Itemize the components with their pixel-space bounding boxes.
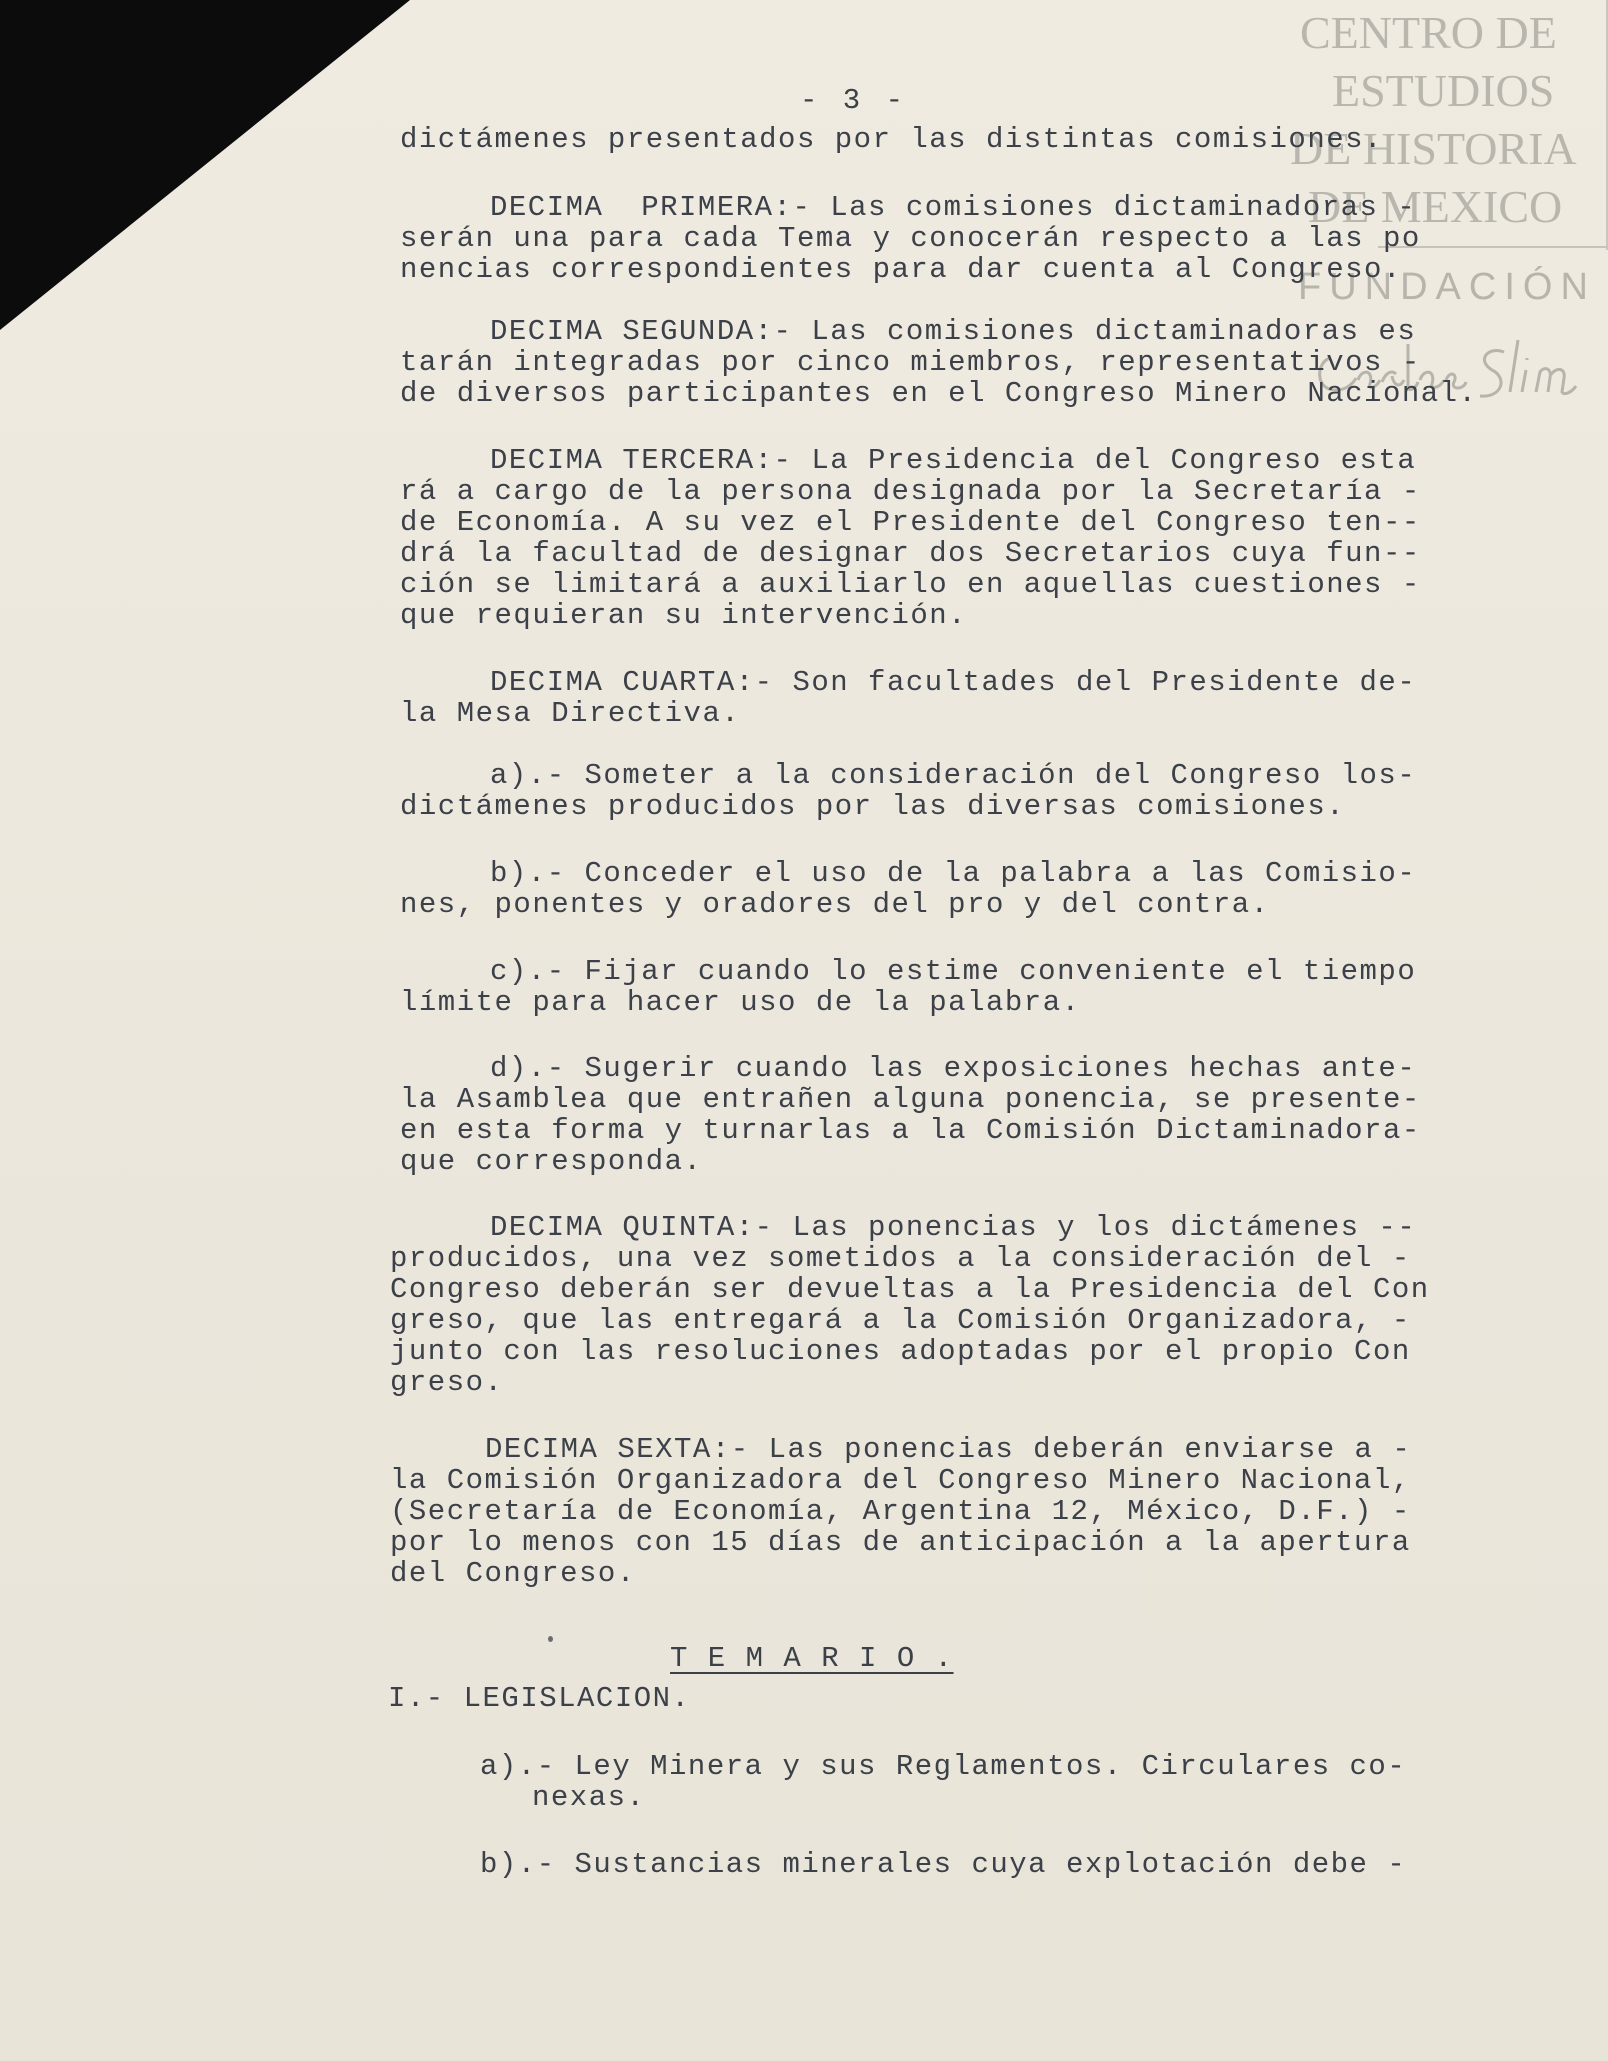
text-line: tarán integradas por cinco miembros, representativos - xyxy=(400,346,1421,379)
text-line: serán una para cada Tema y conocerán respecto a las po xyxy=(400,222,1421,255)
text-line: que requieran su intervención. xyxy=(400,599,968,632)
text-line: ción se limitará a auxiliarlo en aquellas cuestiones - xyxy=(400,568,1421,601)
text-line: greso, que las entregará a la Comisión Organizadora, - xyxy=(390,1304,1411,1337)
text-line: d).- Sugerir cuando las exposiciones hechas ante- xyxy=(490,1052,1417,1085)
text-line: a).- Ley Minera y sus Reglamentos. Circulares co- xyxy=(480,1750,1407,1783)
text-line: DECIMA QUINTA:- Las ponencias y los dictámenes -- xyxy=(490,1211,1417,1244)
text-line: la Asamblea que entrañen alguna ponencia, se presente- xyxy=(400,1083,1421,1116)
text-line: por lo menos con 15 días de anticipación a la apertura xyxy=(390,1526,1411,1559)
text-line: junto con las resoluciones adoptadas por el propio Con xyxy=(390,1335,1411,1368)
text-line: rá a cargo de la persona designada por la Secretaría - xyxy=(400,475,1421,508)
text-line: de diversos participantes en el Congreso Minero Nacional. xyxy=(400,377,1478,410)
text-line: DECIMA TERCERA:- La Presidencia del Congreso esta xyxy=(490,444,1417,477)
text-line: en esta forma y turnarlas a la Comisión Dictaminadora- xyxy=(400,1114,1421,1147)
folded-corner xyxy=(0,0,410,330)
text-line: (Secretaría de Economía, Argentina 12, México, D.F.) - xyxy=(390,1495,1411,1528)
text-line: nexas. xyxy=(532,1781,646,1814)
text-line: DECIMA CUARTA:- Son facultades del Presidente de- xyxy=(490,666,1417,699)
text-line: producidos, una vez sometidos a la consideración del - xyxy=(390,1242,1411,1275)
text-line: nes, ponentes y oradores del pro y del contra. xyxy=(400,888,1270,921)
text-line: DECIMA SEGUNDA:- Las comisiones dictaminadoras es xyxy=(490,315,1417,348)
text-line: I.- LEGISLACION. xyxy=(388,1682,691,1715)
watermark-line-2: ESTUDIOS xyxy=(1332,65,1555,116)
page-number: - 3 - xyxy=(800,84,908,117)
watermark-line-1: CENTRO DE xyxy=(1300,7,1557,58)
text-line: c).- Fijar cuando lo estime conveniente el tiempo xyxy=(490,955,1417,988)
watermark-line-3: DE HISTORIA xyxy=(1290,123,1577,174)
text-line: la Comisión Organizadora del Congreso Minero Nacional, xyxy=(390,1464,1411,1497)
text-line: del Congreso. xyxy=(390,1557,636,1590)
watermark-fundacion: FUNDACIÓN xyxy=(1298,266,1596,308)
text-line: greso. xyxy=(390,1366,504,1399)
text-line: dictámenes producidos por las diversas comisiones. xyxy=(400,790,1346,823)
text-line: b).- Conceder el uso de la palabra a las Comisio- xyxy=(490,857,1417,890)
text-line: que corresponda. xyxy=(400,1145,703,1178)
text-line: b).- Sustancias minerales cuya explotación debe - xyxy=(480,1848,1407,1881)
text-line: nencias correspondientes para dar cuenta al Congreso. xyxy=(400,253,1402,286)
text-line: DECIMA SEXTA:- Las ponencias deberán enviarse a - xyxy=(485,1433,1412,1466)
text-line: drá la facultad de designar dos Secretarios cuya fun-- xyxy=(400,537,1421,570)
text-line: dictámenes presentados por las distintas comisiones. xyxy=(400,123,1383,156)
text-line: de Economía. A su vez el Presidente del Congreso ten-- xyxy=(400,506,1421,539)
ink-speck xyxy=(548,1636,553,1642)
text-line: a).- Someter a la consideración del Congreso los- xyxy=(490,759,1417,792)
text-line: Congreso deberán ser devueltas a la Presidencia del Con xyxy=(390,1273,1430,1306)
temario-heading: T E M A R I O . xyxy=(670,1642,954,1675)
text-line: la Mesa Directiva. xyxy=(400,697,741,730)
text-line: límite para hacer uso de la palabra. xyxy=(400,986,1081,1019)
text-line: DECIMA PRIMERA:- Las comisiones dictaminadoras - xyxy=(490,191,1417,224)
watermark-line-4: DE MEXICO xyxy=(1308,181,1563,232)
